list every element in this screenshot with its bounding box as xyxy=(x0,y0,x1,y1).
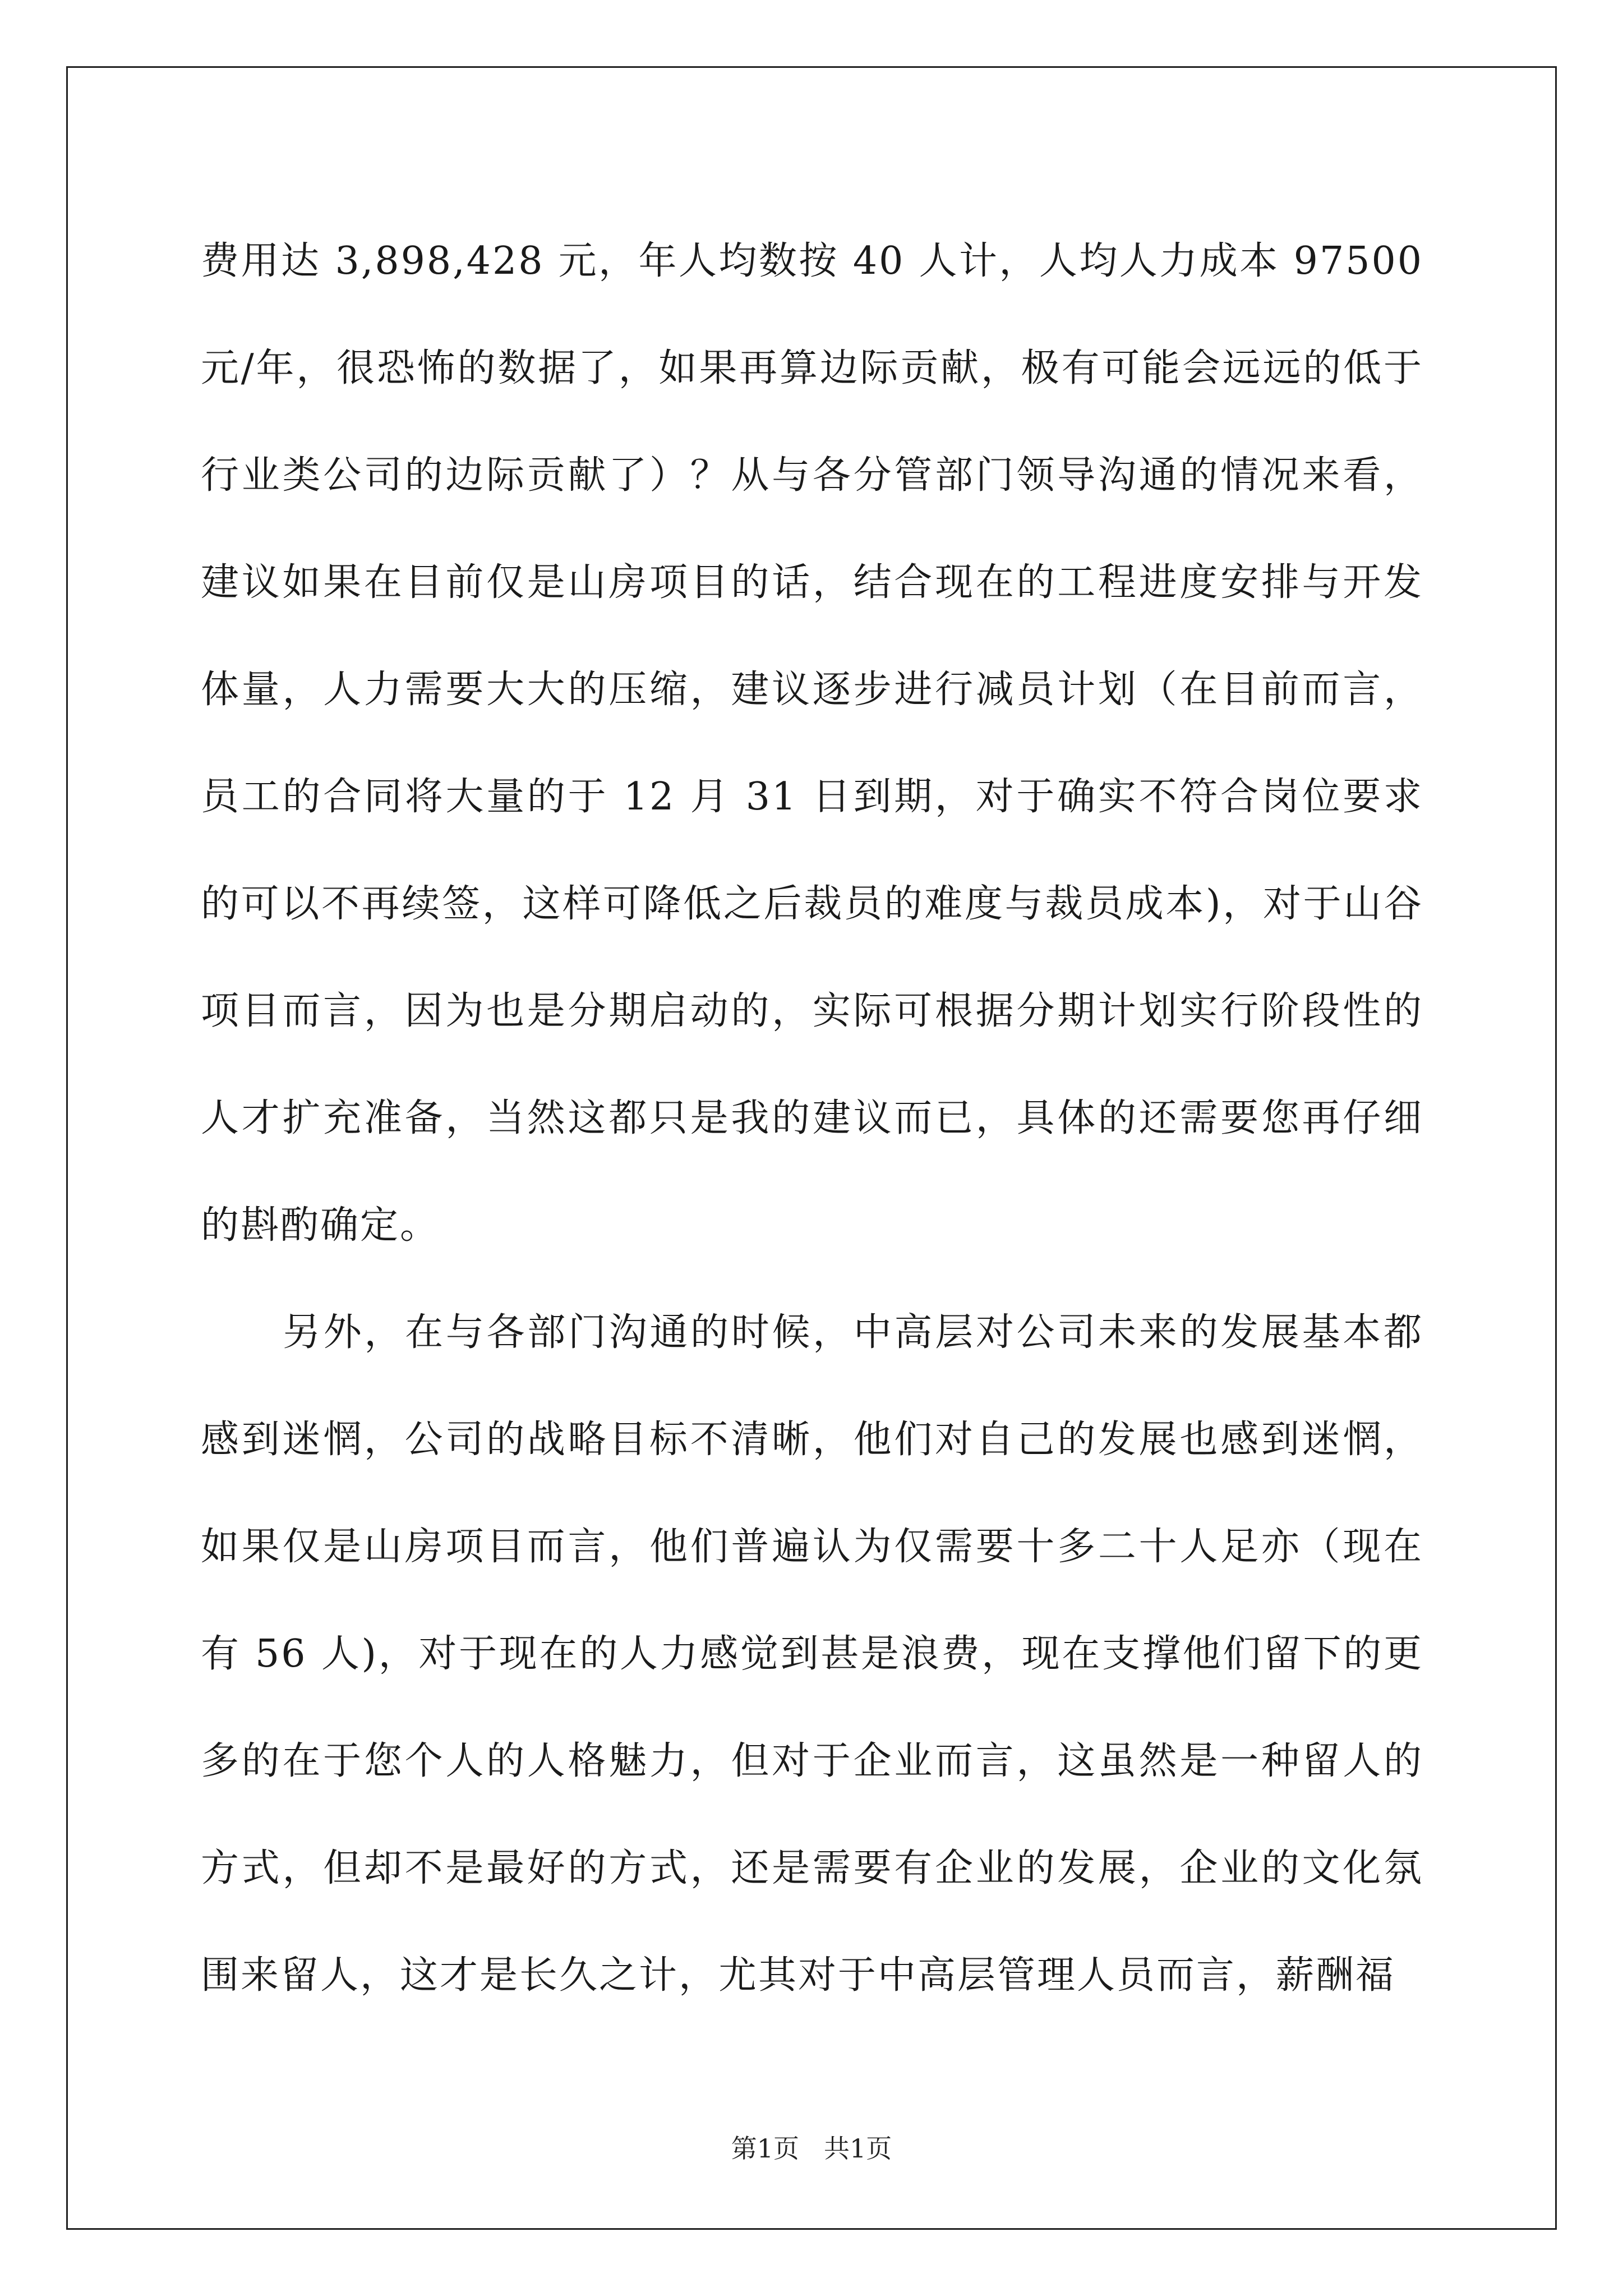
paragraph-2: 另外，在与各部门沟通的时候，中高层对公司未来的发展基本都感到迷惘，公司的战略目标不清晰，他们对自己的发展也感到迷惘，如果仅是山房项目而言，他们普遍认为仅需要十多二十人足亦（现在有 56 人)，对于现在的人力感觉到甚是浪费，现在支撑他们留下的更多的在于您个人的人格魅力，但对于企业而言，这虽然是一种留人的方式，但却不是最好的方式，还是需要有企业的发展，企业的文化氛围来留人，这才是长久之计，尤其对于中高层管理人员而言，薪酬福 xyxy=(201,1310,1423,1998)
paragraph-1: 费用达 3,898,428 元，年人均数按 40 人计，人均人力成本 97500 元/年，很恐怖的数据了，如果再算边际贡献，极有可能会远远的低于行业类公司的边际贡献了）？从与各分管部门领导沟通的情况来看，建议如果在目前仅是山房项目的话，结合现在的工程进度安排与开发体量，人力需要大大的压缩，建议逐步进行减员计划（在目前而言，员工的合同将大量的于 12 月 31 日到期，对于确实不符合岗位要求的可以不再续签，这样可降低之后裁员的难度与裁员成本)，对于山谷项目而言，因为也是分期启动的，实际可根据分期计划实行阶段性的人才扩充准备，当然这都只是我的建议而已，具体的还需要您再仔细的斟酌确定。 xyxy=(201,239,1423,1248)
page-number: 第1页 xyxy=(731,2133,800,2164)
page-footer xyxy=(0,2132,1623,2165)
document-body xyxy=(201,208,1423,2029)
page-total: 共1页 xyxy=(823,2133,892,2164)
footer-gap xyxy=(799,2133,824,2164)
